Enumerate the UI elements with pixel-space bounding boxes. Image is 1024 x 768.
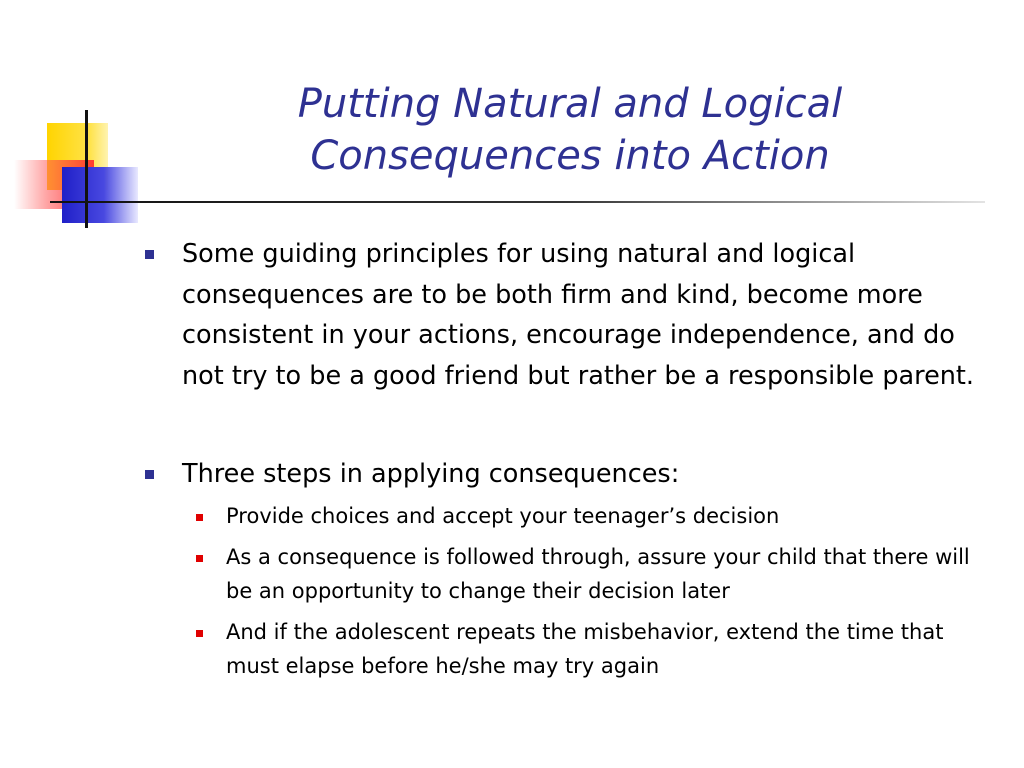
bullet-item	[140, 454, 1000, 495]
sub-bullet-item	[140, 540, 1000, 608]
small-square-bullet-icon	[196, 555, 203, 562]
square-bullet-icon	[145, 470, 154, 479]
slide-body	[140, 234, 1000, 690]
bullet-item	[140, 234, 1000, 396]
title-line-1: Putting Natural and Logical	[297, 81, 843, 127]
square-bullet-icon	[145, 250, 154, 259]
sub-bullet-list	[140, 499, 1000, 683]
small-square-bullet-icon	[196, 514, 203, 521]
bullet-text: Three steps in applying consequences:	[182, 459, 680, 489]
bullet-text: Some guiding principles for using natural and logical consequences are to be both firm and kind, become more consistent in your actions, encourage independence, and do not try to be a good friend but rather be a responsible parent.	[182, 239, 975, 391]
blue-square-shape	[62, 167, 138, 223]
sub-bullet-text: As a consequence is followed through, assure your child that there will be an opportunity to change their decision later	[226, 544, 970, 603]
title-divider-line	[50, 201, 985, 203]
sub-bullet-text: Provide choices and accept your teenager’s decision	[226, 503, 780, 528]
sub-bullet-item	[140, 499, 1000, 533]
title-line-2: Consequences into Action	[310, 133, 830, 179]
sub-bullet-text: And if the adolescent repeats the misbehavior, extend the time that must elapse before he/she may try again	[226, 619, 944, 678]
small-square-bullet-icon	[196, 630, 203, 637]
slide-title	[150, 78, 990, 182]
sub-bullet-item	[140, 615, 1000, 683]
vertical-rule	[85, 110, 88, 228]
